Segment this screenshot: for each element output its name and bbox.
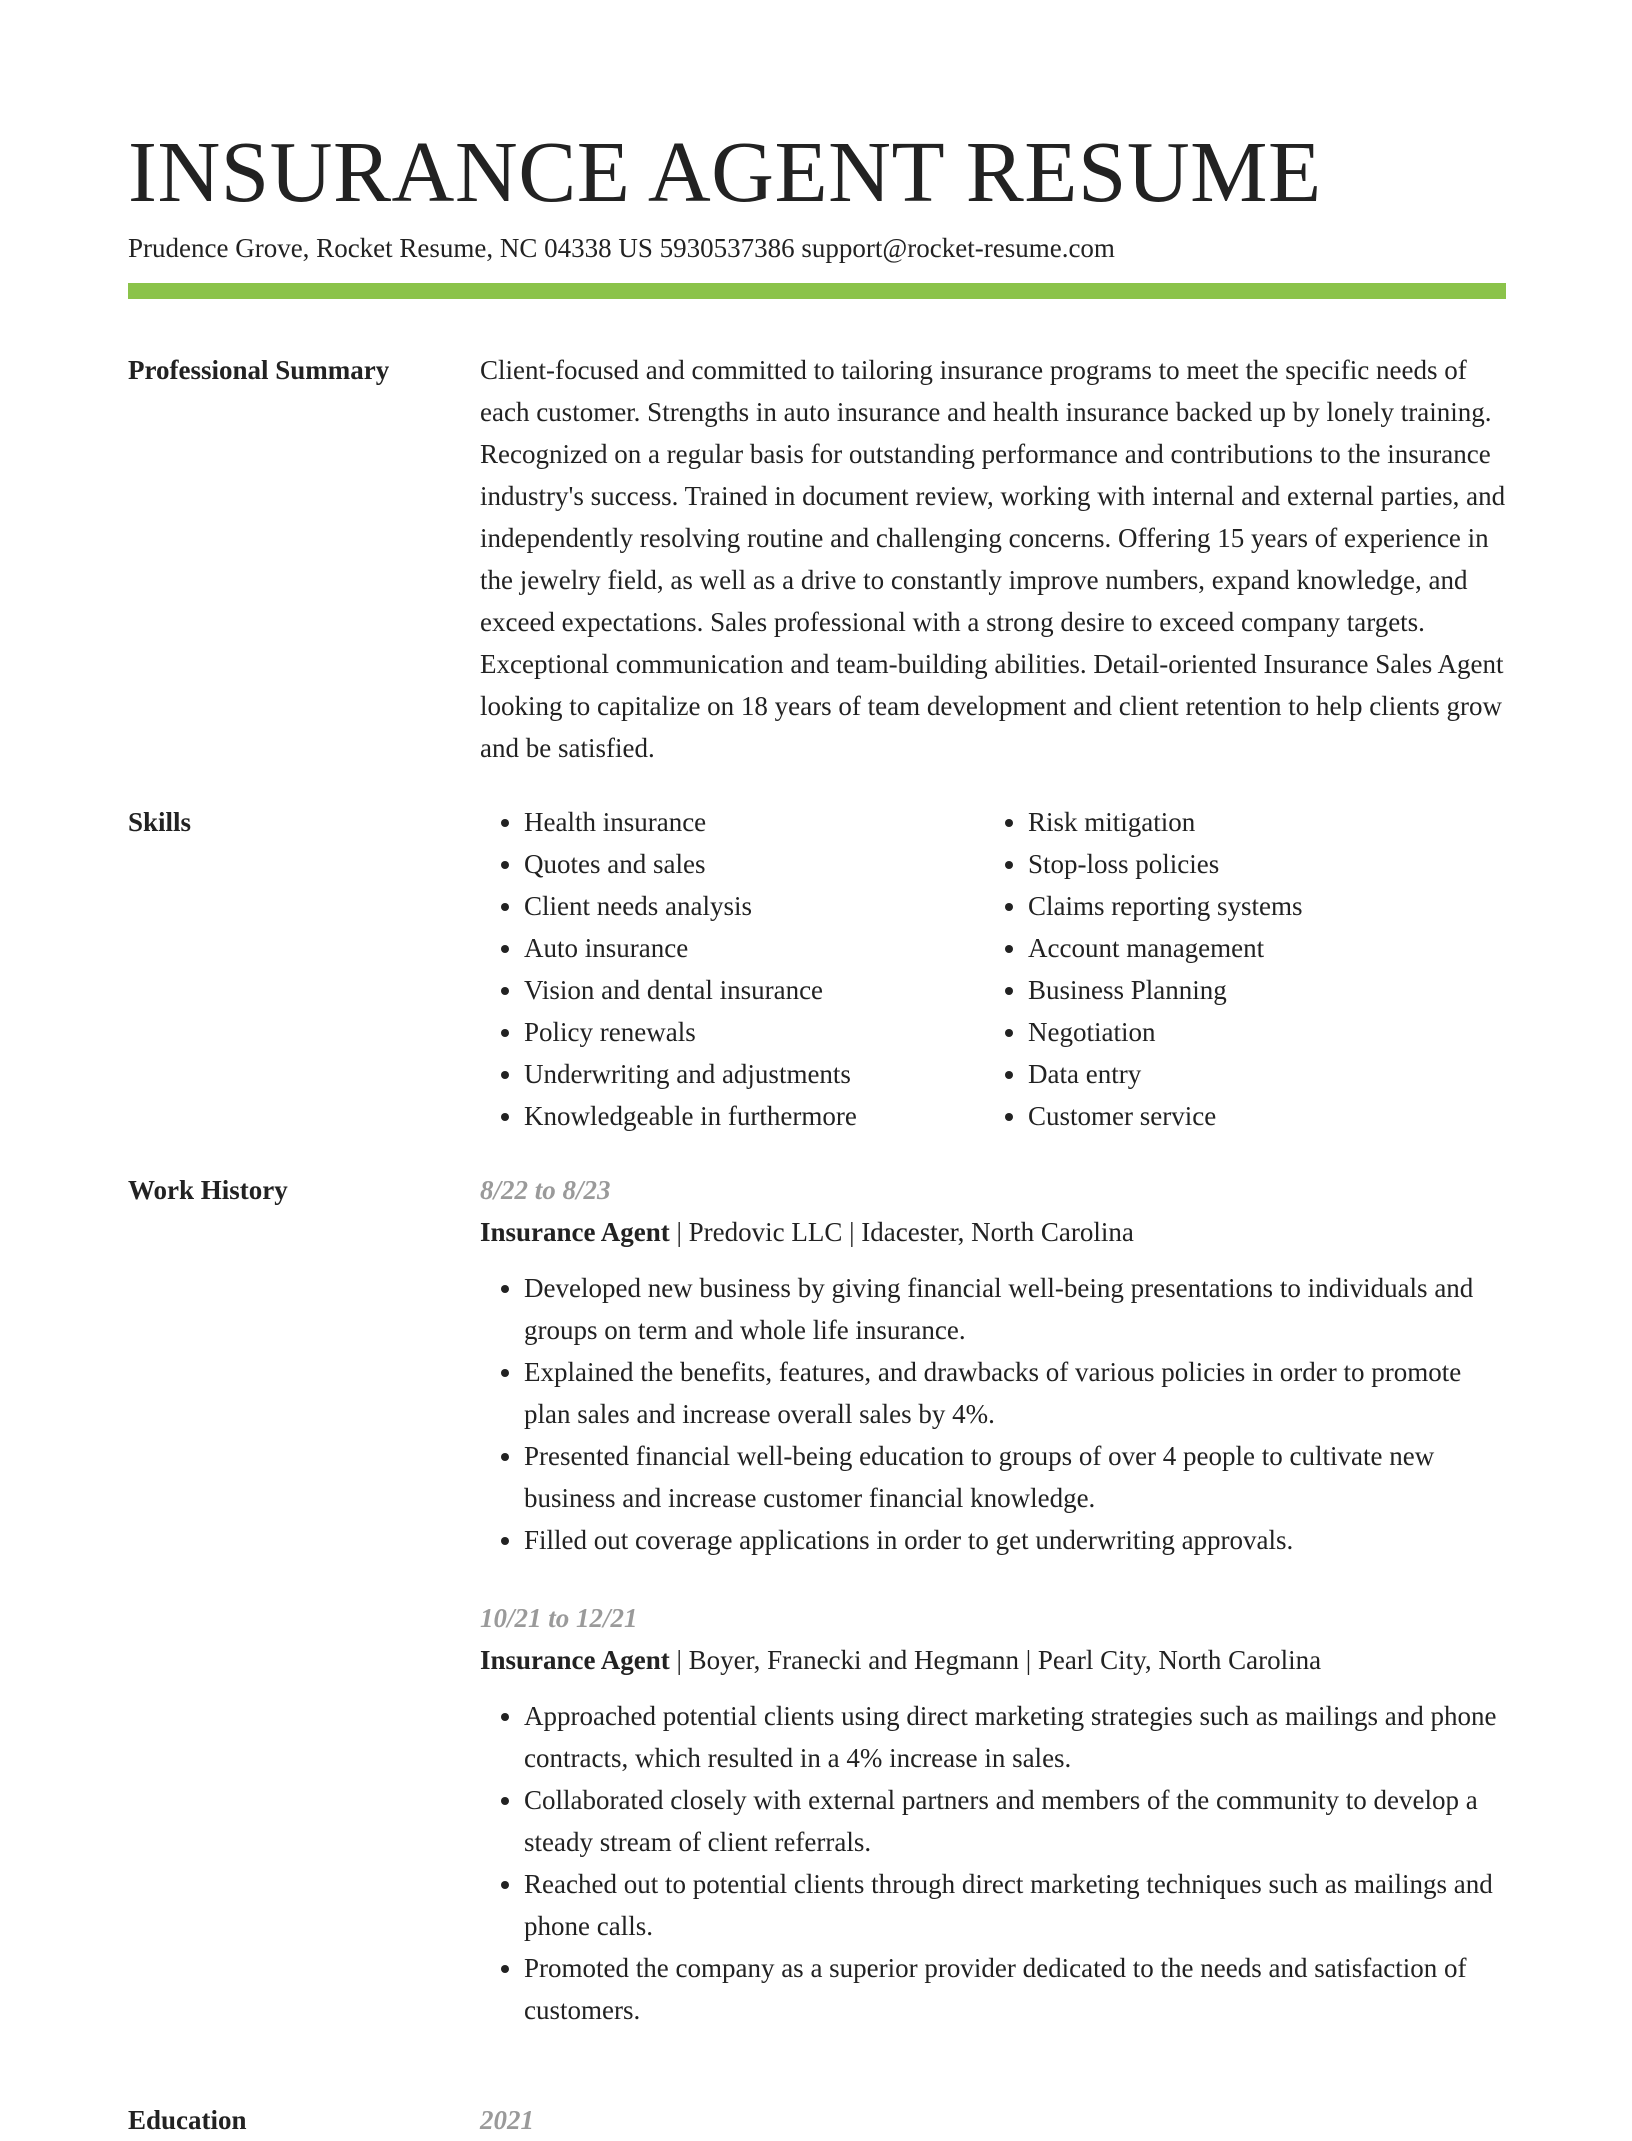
education-date: 2021 <box>480 2105 534 2135</box>
job-bullet: • Developed new business by giving financial well-being presentations to individuals and groups on term and whole life insurance. <box>524 1267 1506 1351</box>
work-history-section <box>128 1169 1506 2067</box>
job-bullet: • Filled out coverage applications in order to get underwriting approvals. <box>524 1519 1506 1561</box>
skill-item: • Claims reporting systems <box>1028 885 1488 927</box>
job-entry <box>480 1169 1506 1561</box>
skills-list-left <box>480 801 984 1137</box>
contact-info: Prudence Grove, Rocket Resume, NC 04338 US 5930537386 support@rocket-resume.com <box>128 233 1115 263</box>
skill-item: • Stop-loss policies <box>1028 843 1488 885</box>
job-title-line <box>480 1639 1506 1681</box>
skill-item: • Data entry <box>1028 1053 1488 1095</box>
skill-item: • Negotiation <box>1028 1011 1488 1053</box>
summary-heading: Professional Summary <box>128 355 390 385</box>
skills-heading: Skills <box>128 807 192 837</box>
job-bullet: • Presented financial well-being education to groups of over 4 people to cultivate new business and increase customer financial knowledge. <box>524 1435 1506 1519</box>
skill-item: • Customer service <box>1028 1095 1488 1137</box>
job-title: Insurance Agent <box>480 1645 670 1675</box>
skill-item: • Vision and dental insurance <box>524 969 984 1011</box>
job-entry <box>480 1597 1506 2031</box>
resume-title: INSURANCE AGENT RESUME <box>128 123 1322 220</box>
job-bullets <box>480 1695 1506 2031</box>
skill-item: • Risk mitigation <box>1028 801 1488 843</box>
job-bullet: • Approached potential clients using direct marketing strategies such as mailings and phone contracts, which resulted in a 4% increase in sales. <box>524 1695 1506 1779</box>
skill-item: • Underwriting and adjustments <box>524 1053 984 1095</box>
skill-item: • Auto insurance <box>524 927 984 969</box>
job-bullet: • Explained the benefits, features, and drawbacks of various policies in order to promote plan sales and increase overall sales by 4%. <box>524 1351 1506 1435</box>
skills-list-right <box>984 801 1488 1137</box>
job-title-line <box>480 1211 1506 1253</box>
skill-item: • Client needs analysis <box>524 885 984 927</box>
job-title: Insurance Agent <box>480 1217 670 1247</box>
skill-item: • Quotes and sales <box>524 843 984 885</box>
header-divider <box>128 283 1506 299</box>
skills-section <box>128 801 1506 1137</box>
resume-page <box>128 0 1506 2141</box>
skill-item: • Policy renewals <box>524 1011 984 1053</box>
job-bullet: • Collaborated closely with external partners and members of the community to develop a steady stream of client referrals. <box>524 1779 1506 1863</box>
skill-item: • Knowledgeable in furthermore <box>524 1095 984 1137</box>
education-section <box>128 2099 1506 2141</box>
job-bullet: • Reached out to potential clients through direct marketing techniques such as mailings and phone calls. <box>524 1863 1506 1947</box>
job-bullet: • Promoted the company as a superior provider dedicated to the needs and satisfaction of customers. <box>524 1947 1506 2031</box>
education-heading: Education <box>128 2105 247 2135</box>
job-date: 10/21 to 12/21 <box>480 1603 638 1633</box>
summary-text: Client-focused and committed to tailoring insurance programs to meet the specific needs of each customer. Strengths in auto insurance and health insurance backed up by lonely training. Recognized on a regular basis for outstanding performance and contributions to the insurance industry's success. Trained in document review, working with internal and external parties, and independently resolving routine and challenging concerns. Offering 15 years of experience in the jewelry field, as well as a drive to constantly improve numbers, expand knowledge, and exceed expectations. Sales professional with a strong desire to exceed company targets. Exceptional communication and team-building abilities. Detail-oriented Insurance Sales Agent looking to capitalize on 18 years of team development and client retention to help clients grow and be satisfied. <box>480 355 1506 763</box>
skill-item: • Business Planning <box>1028 969 1488 1011</box>
work-history-heading: Work History <box>128 1175 288 1205</box>
skill-item: • Account management <box>1028 927 1488 969</box>
job-details: | Predovic LLC | Idacester, North Carolina <box>669 1217 1134 1247</box>
skill-item: • Health insurance <box>524 801 984 843</box>
summary-section <box>128 349 1506 769</box>
job-bullets <box>480 1267 1506 1561</box>
job-details: | Boyer, Franecki and Hegmann | Pearl City, North Carolina <box>669 1645 1322 1675</box>
job-date: 8/22 to 8/23 <box>480 1175 611 1205</box>
